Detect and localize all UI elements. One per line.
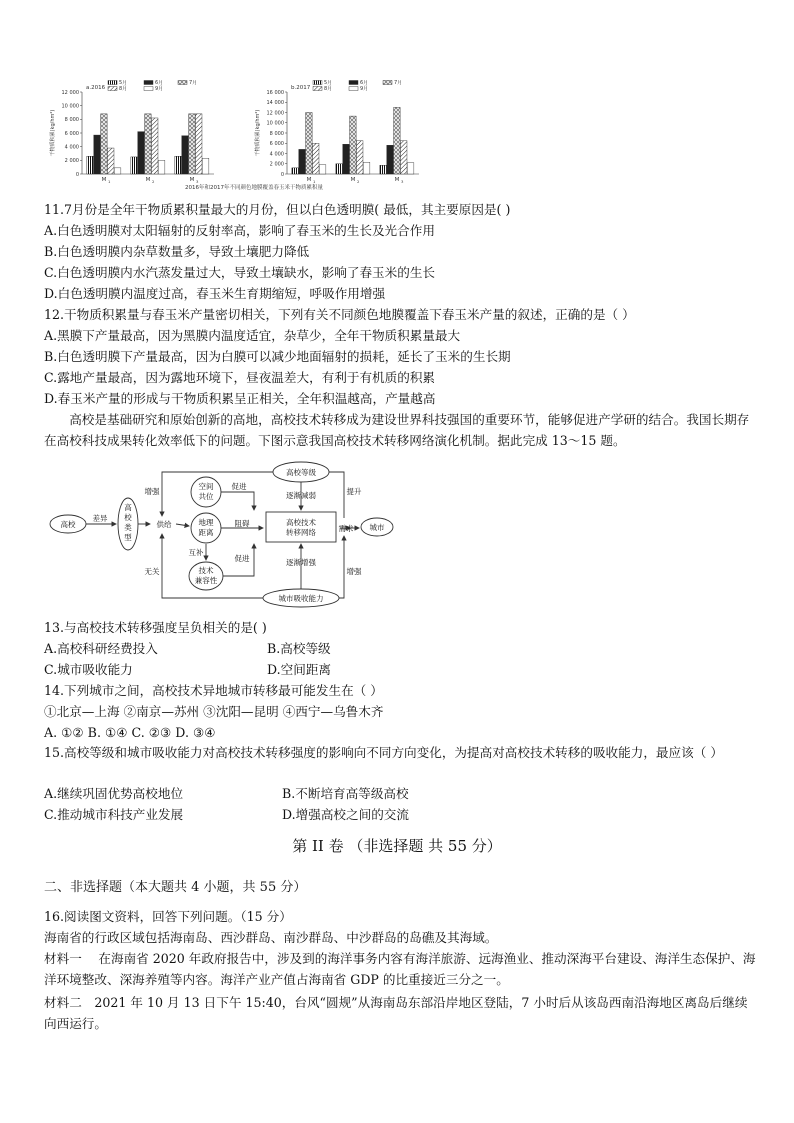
chart-2016: [49, 80, 214, 184]
label-gaoxiao: 高校: [60, 520, 76, 529]
bar: [151, 118, 158, 174]
bar: [182, 136, 189, 174]
q14-stem: 14.下列城市之间，高校技术异地城市转移最可能发生在（ ）: [44, 683, 383, 698]
bar: [189, 114, 196, 174]
section2-heading: 二、非选择题（本大题共 4 小题，共 55 分）: [44, 880, 307, 895]
bar: [131, 157, 138, 174]
y-tick-label: 6 000: [269, 141, 284, 148]
y-tick-label: 12 000: [61, 89, 79, 96]
q11-stem: 11.7月份是全年干物质累积量最大的月份，但以白色透明膜( 最低，其主要原因是( ): [44, 202, 511, 217]
label-tech-1: 技术: [198, 566, 214, 575]
label-city: 城市: [369, 523, 385, 532]
label-zhubu: 逐渐减弱: [286, 491, 316, 500]
q15-option-d[interactable]: D.增强高校之间的交流: [282, 807, 409, 822]
legend-swatch: [108, 87, 117, 91]
label-net-1: 高校技术: [286, 518, 316, 527]
legend-label: 5月: [119, 80, 128, 86]
bar: [202, 158, 209, 174]
charts-area: [44, 80, 464, 192]
legend-swatch: [108, 81, 117, 85]
y-tick-label: 10 000: [61, 103, 79, 110]
legend-label: 5月: [324, 80, 333, 86]
q16-material-2: 材料二 2021 年 10 月 13 日下午 15:40，台风“圆规”从海南岛东部沿岸地区登陆，7 小时后从该岛西南沿海地区离岛后继续向西运行。: [44, 995, 748, 1031]
y-tick-label: 8 000: [64, 117, 79, 124]
bar: [336, 164, 343, 174]
y-tick-label: 6 000: [64, 130, 79, 137]
y-tick-label: 8 000: [269, 130, 284, 137]
label-space-2: 共位: [198, 492, 214, 501]
q12-option-b[interactable]: B.白色透明膜下产量最高，因为白膜可以减少地面辐射的损耗，延长了玉米的生长期: [44, 349, 511, 364]
label-net-2: 转移网络: [286, 528, 316, 537]
bar: [299, 149, 306, 174]
x-tick-sub: 2: [357, 179, 360, 184]
legend-label: 6月: [360, 80, 369, 86]
legend-label: 7月: [189, 80, 198, 86]
bar: [380, 165, 387, 174]
q16-material-1: 材料一 在海南省 2020 年政府报告中，涉及到的海洋事务内容有海洋旅游、远海渔业、推动深海平台建设、海洋生态保护、海洋环境整改、深海养殖等内容。海洋产业产值占海南省 GDP 的比重接近三分之一。: [44, 951, 756, 987]
q15-option-a[interactable]: A.继续巩固优势高校地位: [44, 786, 184, 801]
q16-intro: 海南省的行政区域包括海南岛、西沙群岛、南沙群岛、中沙群岛的岛礁及其海域。: [44, 930, 498, 945]
label-type-1: 高: [124, 503, 132, 512]
label-wuguan: 无关: [144, 567, 160, 576]
x-tick-label: M: [350, 177, 356, 183]
legend-swatch: [144, 87, 153, 91]
label-geo-1: 地理: [198, 518, 214, 527]
q11-option-a[interactable]: A.白色透明膜对太阳辐射的反射率高，影响了春玉米的生长及光合作用: [44, 223, 435, 238]
bar: [94, 135, 101, 174]
legend-label: 6月: [155, 80, 164, 86]
label-zengq: 逐渐增强: [286, 558, 316, 567]
label-type-2: 校: [124, 513, 132, 522]
label-tech-2: 兼容性: [194, 576, 218, 585]
tech-transfer-diagram: [44, 458, 424, 608]
q14-items: ①北京—上海 ②南京—苏州 ③沈阳—昆明 ④西宁—乌鲁木齐: [44, 704, 384, 719]
y-axis-label: 干物质积累(kg/hm²): [255, 109, 261, 157]
q11-option-d[interactable]: D.白色透明膜内温度过高，春玉米生育期缩短，呼吸作用增强: [44, 286, 386, 301]
y-axis-label: 干物质积累(kg/hm²): [50, 109, 56, 157]
y-tick-label: 10 000: [266, 120, 284, 127]
part2-title: 第 II 卷 （非选择题 共 55 分）: [292, 837, 502, 855]
q12-option-c[interactable]: C.露地产量最高，因为露地环境下，昼夜温差大，有利于有机质的积累: [44, 370, 436, 385]
q12-option-d[interactable]: D.春玉米产量的形成与干物质积累呈正相关，全年积温越高，产量越高: [44, 391, 436, 406]
label-dengji: 高校等级: [286, 468, 316, 477]
legend-label: 9月: [360, 86, 369, 92]
legend-swatch: [313, 87, 322, 91]
bar: [114, 168, 121, 174]
bar: [87, 156, 94, 174]
chart-title: b.2017: [291, 85, 311, 91]
q14-options[interactable]: A. ①② B. ①④ C. ②③ D. ③④: [44, 725, 216, 740]
y-tick-label: 14 000: [266, 100, 284, 107]
q11-option-b[interactable]: B.白色透明膜内杂草数量多，导致土壤肥力降低: [44, 244, 310, 259]
label-space-1: 空间: [198, 482, 214, 491]
passage-intro: 高校是基础研究和原始创新的高地，高校技术转移成为建设世界科技强国的重要环节，能够促进产学研的结合。我国长期存在高校科技成果转化效率低下的问题。下图示意我国高校技术转移网络演化机制。据此完成 13～15 题。: [44, 412, 750, 448]
x-tick-sub: 3: [401, 179, 404, 184]
q12-option-a[interactable]: A.黑膜下产量最高，因为黑膜内温度适宜，杂草少，全年干物质积累量最大: [44, 328, 461, 343]
x-tick-sub: 1: [313, 179, 316, 184]
bar: [158, 160, 165, 174]
q16-stem: 16.阅读图文资料，回答下列问题。（15 分）: [44, 909, 292, 924]
legend-swatch: [313, 81, 322, 85]
bar: [145, 114, 152, 174]
x-tick-sub: 2: [152, 179, 155, 184]
legend-swatch: [349, 81, 358, 85]
y-tick-label: 4 000: [269, 151, 284, 158]
legend-swatch: [178, 81, 187, 85]
x-tick-sub: 3: [196, 179, 199, 184]
bar: [306, 113, 313, 175]
label-cujin-2: 促进: [234, 554, 250, 563]
x-tick-label: M: [145, 177, 151, 183]
bar: [107, 148, 114, 174]
x-tick-sub: 1: [108, 179, 111, 184]
x-tick-label: M: [306, 177, 312, 183]
bar: [312, 143, 319, 174]
chart-caption: 2016年和2017年不同颜色地膜覆盖春玉米干物质累积量: [185, 185, 323, 191]
q13-option-b[interactable]: B.高校等级: [267, 641, 331, 656]
label-type-4: 型: [124, 533, 132, 542]
legend-label: 9月: [155, 86, 164, 92]
bar: [350, 116, 357, 174]
label-tisheng: 提升: [346, 487, 362, 496]
x-tick-label: M: [101, 177, 107, 183]
bar: [319, 165, 326, 174]
bar: [292, 168, 299, 174]
legend-swatch: [349, 87, 358, 91]
y-tick-label: 16 000: [266, 89, 284, 96]
q15-option-b[interactable]: B.不断培育高等级高校: [282, 786, 409, 801]
y-tick-label: 0: [280, 171, 284, 178]
legend-label: 7月: [394, 80, 403, 86]
q13-stem: 13.与高校技术转移强度呈负相关的是( ): [44, 620, 267, 635]
bar: [394, 107, 401, 174]
label-zengqiang-1: 增强: [144, 487, 160, 496]
label-gongji: 供给: [156, 520, 172, 529]
bar: [356, 141, 363, 174]
label-xuqiu: 需求: [338, 524, 354, 533]
bar: [387, 145, 394, 174]
bar: [195, 114, 202, 174]
legend-label: 8月: [324, 86, 333, 92]
label-geo-2: 距离: [198, 528, 214, 537]
bar: [407, 163, 414, 174]
y-tick-label: 4 000: [64, 144, 79, 151]
q12-stem: 12.干物质积累量与春玉米产量密切相关，下列有关不同颜色地膜覆盖下春玉米产量的叙述，正确的是（ ）: [44, 307, 635, 322]
label-cujin-1: 促进: [231, 482, 247, 491]
q13-option-a[interactable]: A.高校科研经费投入: [44, 641, 158, 656]
bar: [175, 156, 182, 174]
chart-2017: [254, 80, 419, 184]
label-huhu: 互补: [188, 548, 204, 557]
q13-option-d[interactable]: D.空间距离: [267, 662, 332, 677]
bar: [400, 141, 407, 174]
bar: [138, 132, 145, 174]
bar: [343, 144, 350, 174]
x-tick-label: M: [189, 177, 195, 183]
legend-swatch: [383, 81, 392, 85]
bar: [101, 114, 108, 174]
bar: [363, 162, 370, 174]
y-tick-label: 0: [75, 171, 79, 178]
legend-label: 8月: [119, 86, 128, 92]
q15-stem: 15.高校等级和城市吸收能力对高校技术转移强度的影响向不同方向变化，为提高对高校技术转移的吸收能力，最应该（ ）: [44, 745, 723, 760]
label-absorb: 城市吸收能力: [278, 594, 324, 603]
y-tick-label: 2 000: [64, 158, 79, 165]
label-zuai: 阻碍: [234, 519, 250, 528]
label-chayi: 差异: [92, 514, 108, 523]
node-network: [266, 512, 336, 542]
q13-option-c[interactable]: C.城市吸收能力: [44, 662, 133, 677]
y-tick-label: 12 000: [266, 110, 284, 117]
q15-option-c[interactable]: C.推动城市科技产业发展: [44, 807, 184, 822]
label-type-3: 类: [124, 523, 132, 532]
q11-option-c[interactable]: C.白色透明膜内水汽蒸发量过大，导致土壤缺水，影响了春玉米的生长: [44, 265, 436, 280]
legend-swatch: [144, 81, 153, 85]
chart-title: a.2016: [86, 85, 106, 91]
label-zengqiang-2: 增强: [346, 567, 362, 576]
x-tick-label: M: [394, 177, 400, 183]
y-tick-label: 2 000: [269, 161, 284, 168]
